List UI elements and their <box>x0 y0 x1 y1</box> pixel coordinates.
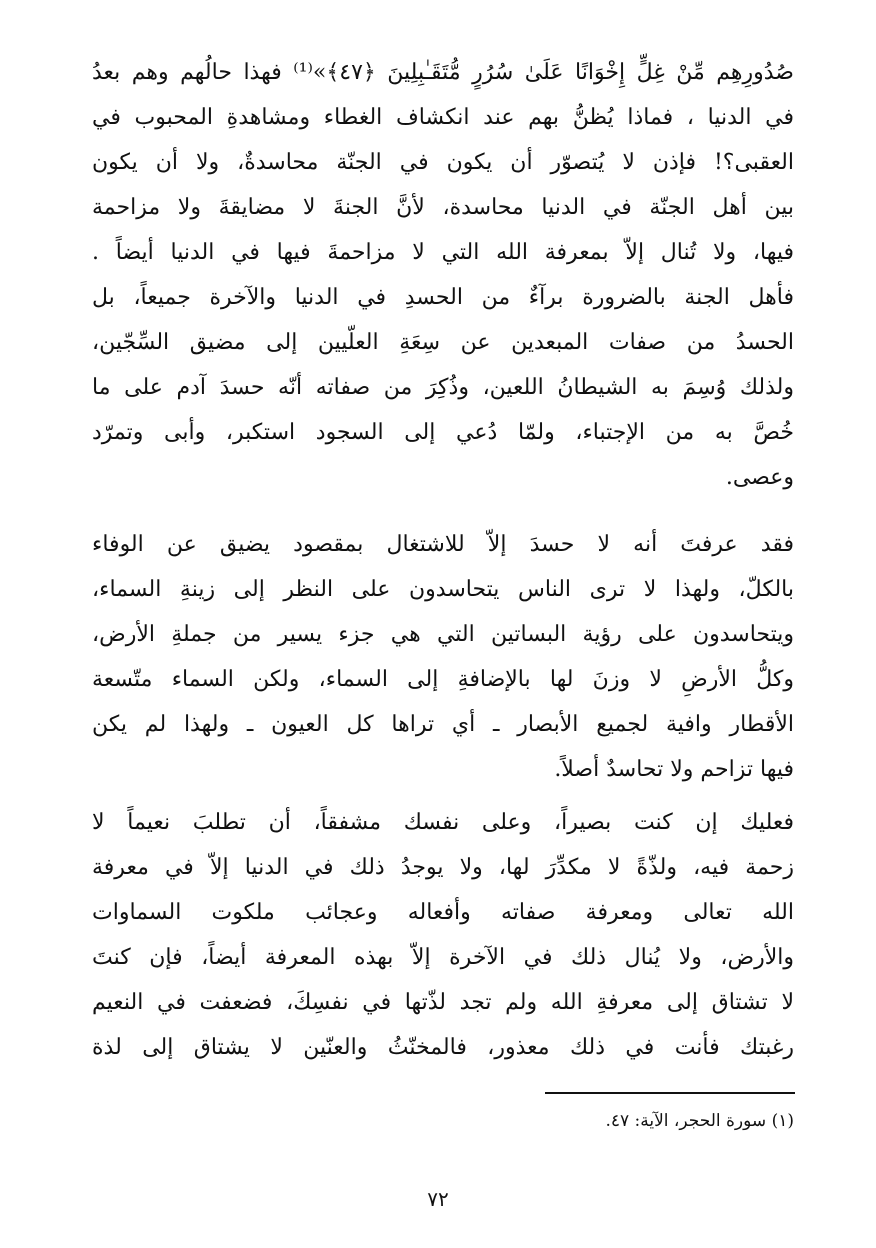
text-line: فأهل الجنة بالضرورة برآءٌ من الحسدِ في الدنيا والآخرة جميعاً، بل <box>92 285 794 310</box>
text-line: لا تشتاق إلى معرفةِ الله ولم تجد لذّتها في نفسِكَ، فضعفت في النعيم <box>92 990 794 1015</box>
text-line: الحسدُ من صفات المبعدين عن سِعَةِ العلّيين إلى مضيق السِّجّين، <box>92 330 794 355</box>
text-line: ويتحاسدون على رؤية البساتين التي هي جزء يسير من جملةِ الأرض، <box>92 622 794 647</box>
text-line: الله تعالى ومعرفة صفاته وأفعاله وعجائب ملكوت السماوات <box>92 900 794 925</box>
paragraph-spacer <box>92 500 794 522</box>
text-line: بالكلّ، ولهذا لا ترى الناس يتحاسدون على النظر إلى زينةِ السماء، <box>92 577 794 602</box>
text-line: بين أهل الجنّة في الدنيا محاسدة، لأنَّ الجنةَ لا مضايقةَ ولا مزاحمة <box>92 195 794 220</box>
body-text <box>92 50 794 1070</box>
text-line: الأقطار وافية لجميع الأبصار ـ أي تراها كل العيون ـ ولهذا لم يكن <box>92 712 794 737</box>
text-line: فيها تزاحم ولا تحاسدٌ أصلاً. <box>554 757 794 782</box>
text-line: العقبى؟! فإذن لا يُتصوّر أن يكون في الجنّة محاسدةٌ، ولا أن يكون <box>92 150 794 175</box>
text-line: زحمة فيه، ولذّةً لا مكدِّرَ لها، ولا يوجدُ ذلك في الدنيا إلاّ في معرفة <box>92 855 794 880</box>
text-line: ولذلك وُسِمَ به الشيطانُ اللعين، وذُكِرَ من صفاته أنّه حسدَ آدم على ما <box>92 375 794 400</box>
text-line: صُدُورِهِم مِّنْ غِلٍّ إِخْوَانًا عَلَىٰ سُرُرٍ مُّتَقَـٰبِلِينَ ﴿٤٧﴾»⁽¹⁾ فهذا حالُهم وهم بعدُ <box>92 60 794 85</box>
text-line: رغبتك فأنت في ذلك معذور، فالمخنّثُ والعنّين لا يشتاق إلى لذة <box>92 1035 794 1060</box>
paragraph-spacer <box>92 792 794 800</box>
paragraph-3 <box>92 800 794 1070</box>
text-line: فعليك إن كنت بصيراً، وعلى نفسك مشفقاً، أن تطلبَ نعيماً لا <box>92 810 794 835</box>
page-number: ٧٢ <box>427 1187 449 1211</box>
paragraph-2 <box>92 522 794 792</box>
text-line: وكلُّ الأرضِ لا وزنَ لها بالإضافةِ إلى السماء، ولكن السماء متّسعة <box>92 667 794 692</box>
text-line: في الدنيا ، فماذا يُظنُّ بهم عند انكشاف الغطاء ومشاهدةِ المحبوب في <box>92 105 794 130</box>
footnote: (١) سورة الحجر، الآية: ٤٧. <box>605 1111 794 1131</box>
paragraph-1 <box>92 50 794 500</box>
footnote-divider <box>545 1092 795 1094</box>
text-line: والأرض، ولا يُنال ذلك في الآخرة إلاّ بهذه المعرفة أيضاً، فإن كنتَ <box>92 945 794 970</box>
text-line: فقد عرفتَ أنه لا حسدَ إلاّ للاشتغال بمقصود يضيق عن الوفاء <box>92 532 794 557</box>
text-line: وعصى. <box>725 465 794 490</box>
text-line: فيها، ولا تُنال إلاّ بمعرفة الله التي لا مزاحمةَ فيها في الدنيا أيضاً . <box>92 240 794 265</box>
text-line: خُصَّ به من الإجتباء، ولمّا دُعي إلى السجود استكبر، وأبى وتمرّد <box>92 420 794 445</box>
